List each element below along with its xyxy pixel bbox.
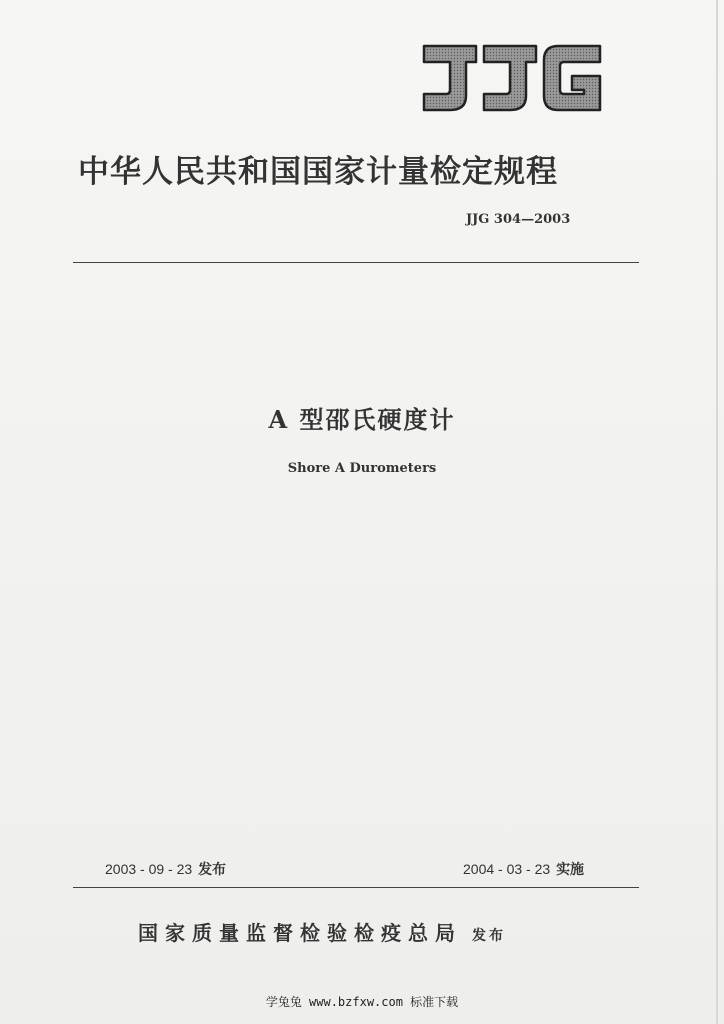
- issue-date-label: 发布: [198, 861, 227, 877]
- footer-watermark-text: 学兔兔 www.bzfxw.com 标准下载: [265, 995, 459, 1009]
- publisher-name: 国家质量监督检验检疫总局: [138, 921, 462, 945]
- document-title-zh: A 型邵氏硬度计: [268, 405, 456, 434]
- implementation-date-value: 2004 - 03 - 23: [463, 861, 551, 877]
- implementation-date: [463, 859, 584, 879]
- regulation-series-title: 中华人民共和国国家计量检定规程: [78, 154, 558, 190]
- document-title-en: Shore A Durometers: [287, 461, 437, 476]
- issue-date-value: 2003 - 09 - 23: [105, 861, 193, 877]
- publisher-label: 发布: [472, 928, 506, 944]
- publisher: [138, 917, 506, 946]
- jjg-logo: [420, 42, 604, 114]
- top-divider: [73, 262, 639, 263]
- issue-date: [105, 859, 226, 879]
- implementation-date-label: 实施: [556, 861, 585, 877]
- regulation-code: JJG 304—2003: [466, 212, 571, 227]
- page-edge: [716, 0, 718, 1024]
- bottom-divider: [73, 887, 639, 888]
